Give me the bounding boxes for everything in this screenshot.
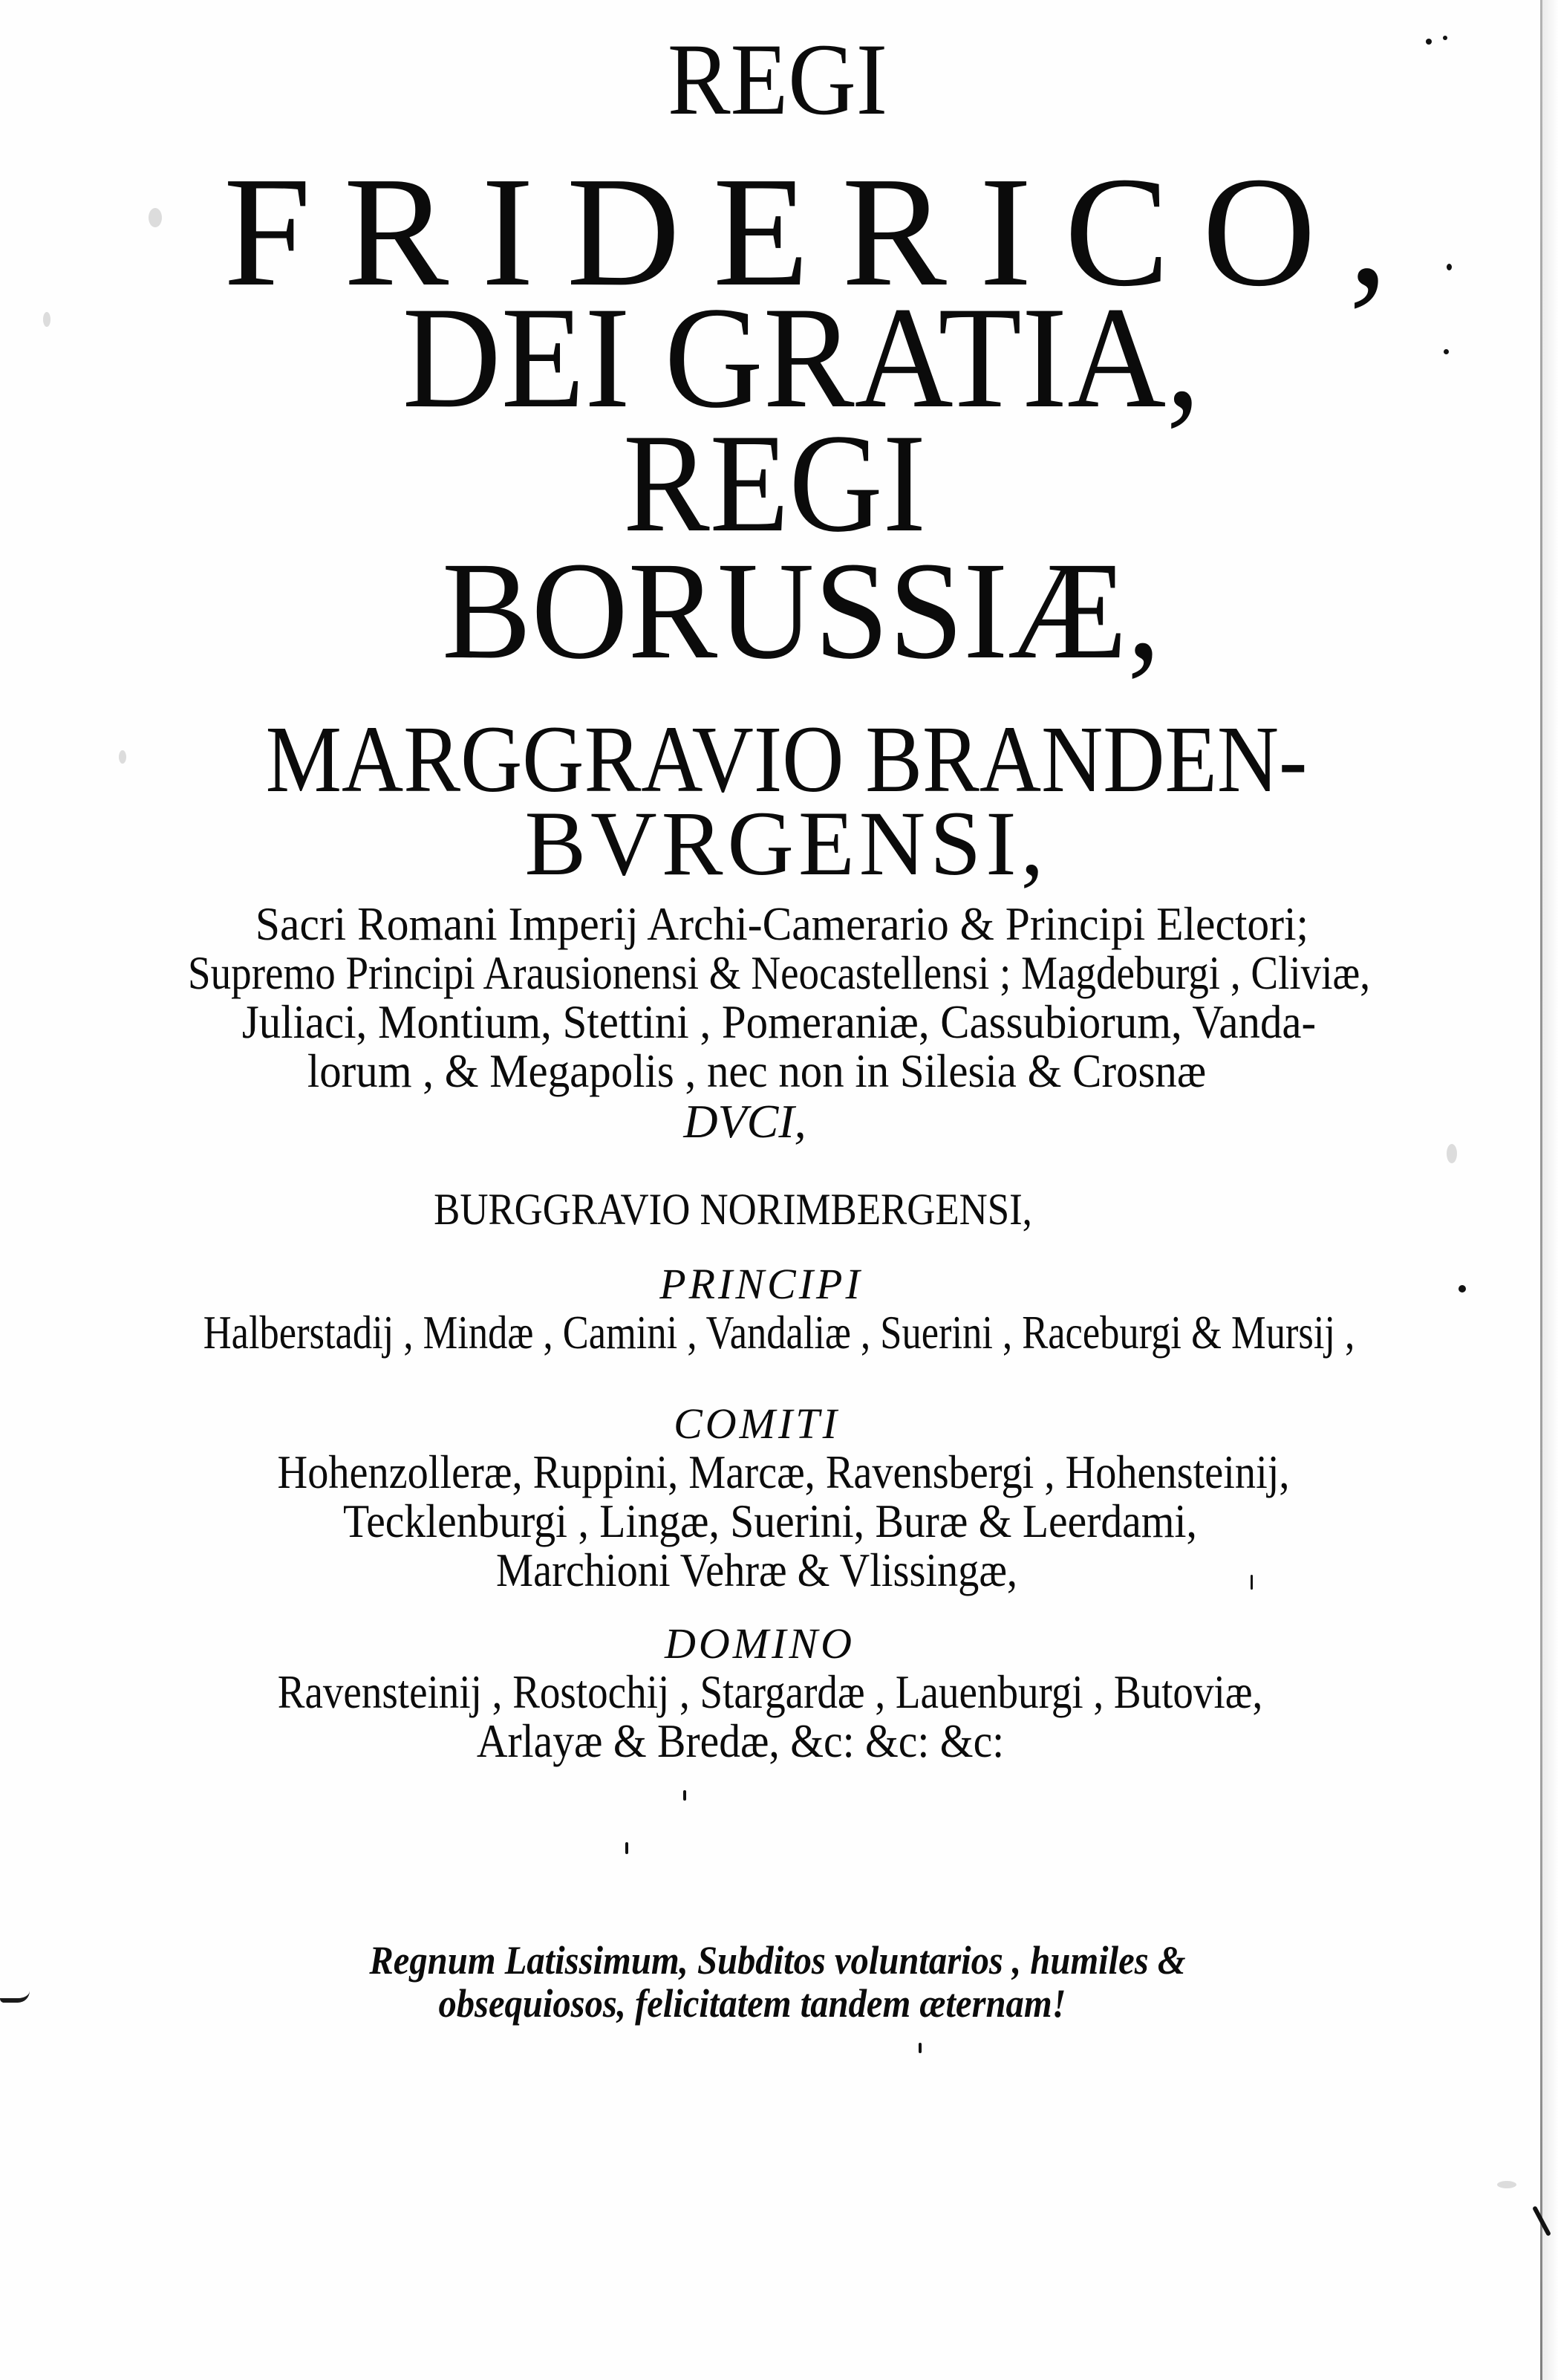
paper-smudge	[1447, 1144, 1457, 1163]
role-principi: PRINCIPI	[659, 1260, 863, 1308]
comiti-line-3: Marchioni Vehræ & Vlissingæ,	[496, 1544, 1017, 1596]
comiti-line-2: Tecklenburgi , Lingæ, Suerini, Buræ & Leerdami,	[343, 1495, 1197, 1547]
ink-speck	[1444, 349, 1449, 354]
heading-regi: REGI	[667, 22, 888, 136]
titles-line-1: Sacri Romani Imperij Archi-Camerario & Principi Electori;	[255, 897, 1309, 950]
titles-line-3: Juliaci, Montium, Stettini , Pomeraniæ, Cassubiorum, Vanda-	[241, 995, 1317, 1048]
domino-line-2: Arlayæ & Bredæ, &c: &c: &c:	[476, 1714, 1005, 1767]
ink-speck	[1447, 264, 1452, 270]
ink-speck	[625, 1842, 628, 1854]
titles-line-4: lorum , & Megapolis , nec non in Silesia & Crosnæ	[307, 1044, 1207, 1097]
heading-marggravio-branden: MARGGRAVIO BRANDEN-	[265, 706, 1308, 812]
comiti-line-1: Hohenzolleræ, Ruppini, Marcæ, Ravensbergi , Hohensteinij,	[277, 1446, 1290, 1498]
role-comiti: COMITI	[674, 1399, 840, 1448]
ink-stroke-left-margin	[0, 1991, 30, 2003]
ink-speck	[919, 2043, 922, 2053]
domino-line-1: Ravensteinij , Rostochij , Stargardæ , Lauenburgi , Butoviæ,	[277, 1665, 1263, 1718]
heading-dei-gratia: DEI GRATIA,	[402, 277, 1201, 438]
paper-smudge	[43, 312, 50, 327]
heading-borussiae: BORUSSIÆ,	[442, 533, 1161, 688]
paper-smudge	[149, 208, 162, 227]
page-edge-shadow	[1542, 0, 1558, 2380]
paper-smudge	[1497, 2181, 1516, 2188]
heading-friderico: FRIDERICO,	[223, 144, 1421, 319]
burggravio-line: BURGGRAVIO NORIMBERGENSI,	[434, 1185, 1032, 1234]
heading-regi-2: REGI	[623, 406, 926, 562]
wish-line-1: Regnum Latissimum, Subditos voluntarios , humiles &	[369, 1938, 1186, 1983]
ink-speck	[1443, 36, 1447, 40]
ink-speck	[1251, 1575, 1253, 1590]
heading-burgensi: BVRGENSI,	[524, 793, 1049, 894]
role-domino: DOMINO	[665, 1619, 855, 1668]
role-duci: DVCI,	[683, 1095, 806, 1148]
ink-speck	[1458, 1285, 1466, 1293]
ink-speck	[683, 1790, 686, 1801]
ink-speck	[1426, 39, 1432, 45]
wish-line-2: obsequiosos, felicitatem tandem æternam!	[438, 1981, 1066, 2026]
titles-line-2: Supremo Principi Arausionensi & Neocastellensi ; Magdeburgi , Cliviæ,	[188, 946, 1370, 999]
paper-smudge	[119, 750, 126, 764]
principi-line-1: Halberstadij , Mindæ , Camini , Vandaliæ , Suerini , Raceburgi & Mursij ,	[203, 1306, 1355, 1359]
